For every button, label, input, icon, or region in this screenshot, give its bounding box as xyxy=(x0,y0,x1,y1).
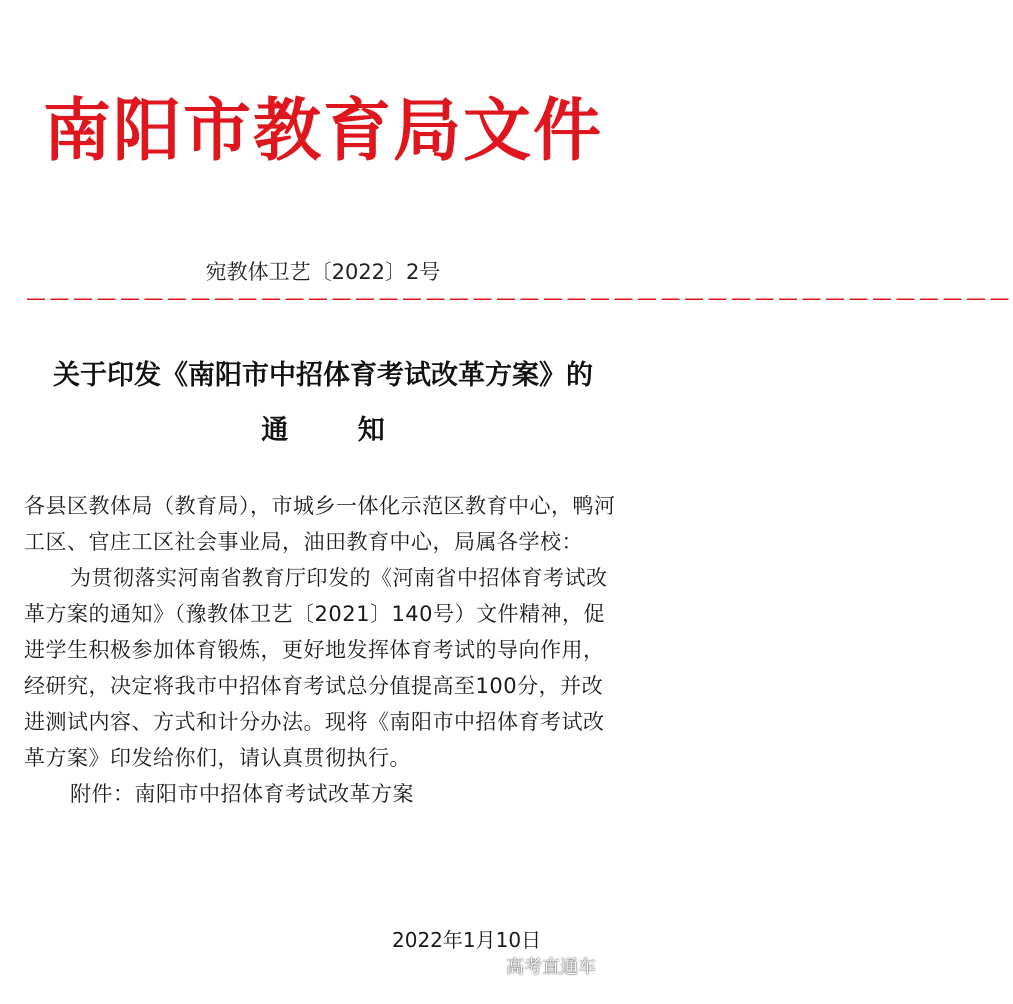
main-paragraph: 为贯彻落实河南省教育厅印发的《河南省中招体育考试改革方案的通知》（豫教体卫艺〔2021〕140号）文件精神，促进学生积极参加体育锻炼，更好地发挥体育考试的导向作用，经研究，决定将我市中招体育考试总分值提高至100分，并改进测试内容、方式和计分办法。现将《南阳市中招体育考试改革方案》印发给你们，请认真贯彻执行。 xyxy=(24,566,608,770)
watermark-text: 高考直通车 xyxy=(506,957,596,978)
notice-title: 关于印发《南阳市中招体育考试改革方案》的 xyxy=(53,360,593,391)
notice-subtitle: 通 知 xyxy=(261,415,385,446)
document-number: 宛教体卫艺〔2022〕2号 xyxy=(205,260,441,284)
attachment-line: 附件：南阳市中招体育考试改革方案 xyxy=(70,782,414,806)
document-date: 2022年1月10日 xyxy=(392,928,542,952)
document-header-title: 南阳市教育局文件 xyxy=(42,92,603,171)
document-body xyxy=(24,488,624,812)
recipients-paragraph: 各县区教体局（教育局），市城乡一体化示范区教育中心，鸭河工区、官庄工区社会事业局，油田教育中心，局属各学校： xyxy=(24,494,616,554)
red-divider-line: —————————————————————————————————————————— xyxy=(26,286,1013,310)
